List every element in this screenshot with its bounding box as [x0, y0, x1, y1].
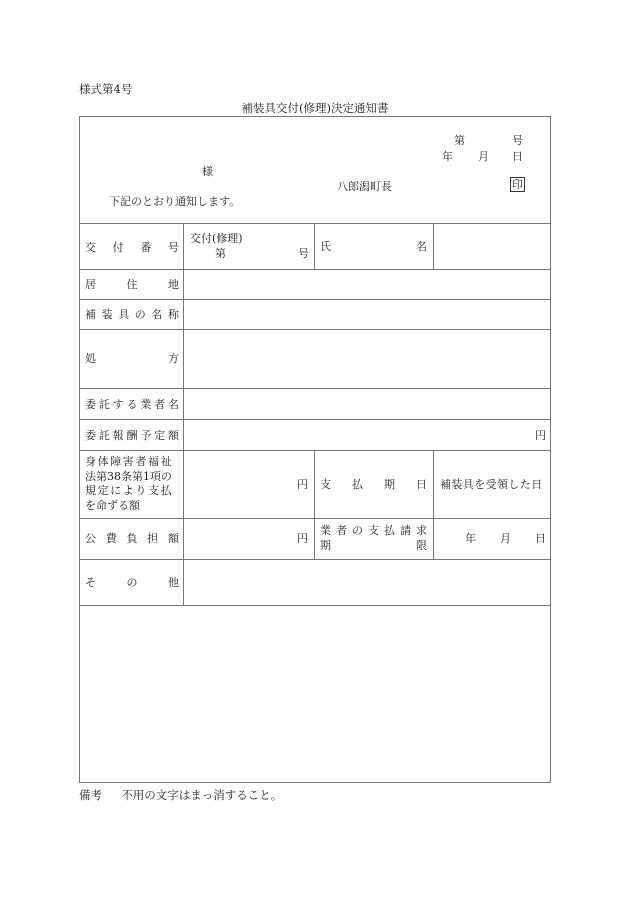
- prescription-field[interactable]: [190, 335, 545, 383]
- form-code: 様式第4号: [79, 82, 133, 96]
- seal-mark: 印: [512, 178, 523, 191]
- label-residence: 居 住 地: [85, 278, 179, 291]
- column-divider: [183, 223, 184, 605]
- row-divider: [79, 329, 551, 330]
- date-year: 年: [442, 150, 453, 163]
- payment-due-value: 補装具を受領した日: [440, 478, 543, 491]
- device-name-field[interactable]: [190, 308, 545, 321]
- label-claim-deadline-line1: 業 者 の 支 払 請 求: [320, 524, 427, 537]
- label-claim-deadline-line2: 期 限: [320, 539, 427, 552]
- footer-note: [79, 787, 282, 803]
- delivery-type-text: 交付(修理): [190, 232, 243, 245]
- document-title: 補装具交付(修理)決定通知書: [241, 101, 389, 115]
- claim-month: 月: [500, 532, 511, 545]
- row-divider: [79, 388, 551, 389]
- notice-number-prefix: 第: [454, 134, 465, 147]
- payment-order-unit: 円: [297, 478, 308, 491]
- column-divider: [314, 223, 315, 269]
- label-device-name: 補 装 具 の 名 称: [85, 308, 179, 321]
- label-payment-order: 身体障害者福祉 法第38条第1項の 規定により支払 を命ずる額: [85, 455, 174, 512]
- note-label: 備考: [79, 788, 102, 802]
- row-divider: [79, 419, 551, 420]
- label-delivery-number: 交 付 番 号: [85, 241, 179, 254]
- row-divider: [79, 518, 551, 519]
- intro-text: 下記のとおり通知します。: [109, 195, 241, 208]
- planned-fee-unit: 円: [535, 429, 546, 442]
- addressee-suffix: 様: [202, 165, 213, 178]
- row-divider: [79, 559, 551, 560]
- issuer-name: 八郎潟町長: [337, 180, 392, 193]
- date-month: 月: [478, 150, 489, 163]
- label-contractor: 委 託 す る 業 者 名: [85, 398, 179, 411]
- notice-number-suffix: 号: [512, 134, 523, 147]
- row-divider: [79, 223, 551, 224]
- other-field[interactable]: [190, 566, 545, 600]
- row-divider: [79, 299, 551, 300]
- row-divider: [79, 450, 551, 451]
- claim-day: 日: [535, 532, 546, 545]
- contractor-field[interactable]: [190, 398, 545, 411]
- delivery-number-prefix: 第: [215, 247, 226, 260]
- label-name: 氏 名: [320, 240, 427, 253]
- blank-notes-area[interactable]: [80, 606, 550, 782]
- label-payment-due: 支 払 期 日: [320, 478, 427, 491]
- claim-year: 年: [465, 532, 476, 545]
- date-day: 日: [512, 150, 523, 163]
- label-other: そ の 他: [85, 576, 179, 589]
- column-divider: [433, 450, 434, 559]
- label-public-burden: 公 費 負 担 額: [85, 532, 179, 545]
- row-divider: [79, 269, 551, 270]
- column-divider: [314, 450, 315, 559]
- public-burden-unit: 円: [297, 532, 308, 545]
- delivery-number-suffix: 号: [298, 247, 309, 260]
- residence-field[interactable]: [190, 278, 545, 291]
- name-field[interactable]: [440, 240, 546, 253]
- label-prescription: 処 方: [85, 352, 179, 365]
- column-divider: [433, 223, 434, 269]
- label-planned-fee: 委 託 報 酬 予 定 額: [85, 429, 179, 442]
- note-text: 不用の文字はまっ消すること。: [121, 788, 283, 802]
